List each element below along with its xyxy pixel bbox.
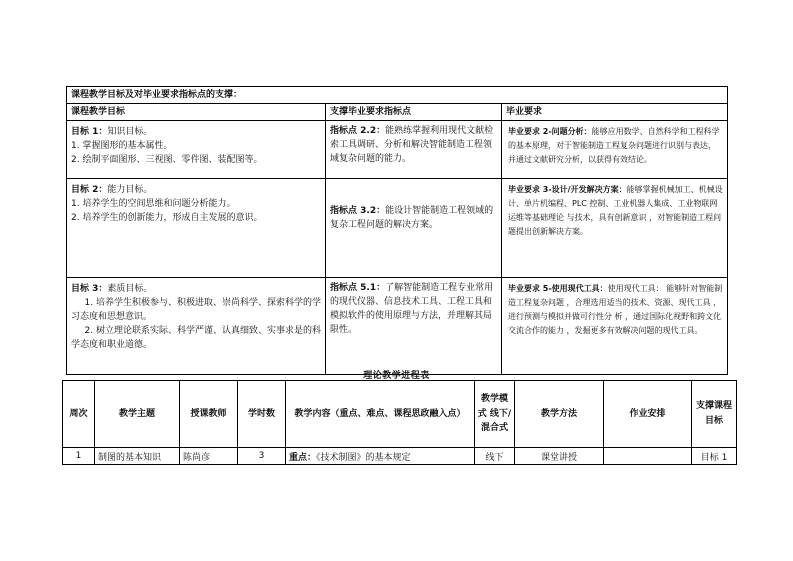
header-requirement: 毕业要求	[502, 104, 728, 121]
header-content: 教学内容（重点、难点、课程思政融入点）	[286, 381, 475, 448]
objective-row	[67, 179, 728, 278]
indicator-label: 指标点 5.1：	[330, 283, 386, 293]
hours-cell: 3	[238, 448, 286, 465]
indicator-text: 能设计智能制造工程领域的复杂工程问题的解决方案。	[330, 206, 494, 230]
target-cell: 目标 1	[692, 448, 737, 465]
objective-row	[67, 278, 728, 375]
goal-line: 1. 掌握图形的基本属性。	[71, 140, 173, 151]
goal-cell	[67, 179, 326, 278]
schedule-title: 理论教学进程表	[363, 371, 430, 381]
goal-line: 2. 绘制平面图形、三视图、零件图、装配图等。	[71, 154, 263, 165]
content-text: 《技术制图》的基本规定	[316, 452, 411, 463]
objectives-caption: 课程教学目标及对毕业要求指标点的支撑：	[67, 87, 728, 104]
goal-title: 目标 3：	[71, 284, 108, 294]
goal-cell	[67, 121, 326, 179]
indicator-label: 指标点 2.2：	[330, 126, 386, 136]
requirement-label: 毕业要求 5-使用现代工具：	[508, 284, 608, 293]
requirement-text: 能够掌握机械加工、机械设计、单片机编程、PLC 控制、工业机器人集成、工业物联网运维等基础理论 与技术，具有创新意识 ，对智能制造工程问题提出创新解决方案。	[508, 185, 723, 236]
goal-line: 1. 培养学生的空间思维和问题分析能力。	[71, 198, 236, 209]
indicator-text: 了解智能制造工程专业常用的现代仪器、信息技术工具、工程工具和模拟软件的使用原理与方法，并理解其局限性。	[330, 283, 494, 335]
teacher-cell: 陈尚彦	[180, 448, 238, 465]
indicator-cell	[326, 278, 502, 375]
requirement-cell	[502, 179, 728, 278]
homework-cell	[604, 448, 692, 465]
topic-cell: 制图的基本知识	[95, 448, 180, 465]
mode-cell: 线下	[475, 448, 515, 465]
header-topic: 教学主题	[95, 381, 180, 448]
goal-cell	[67, 278, 326, 375]
table-row	[63, 448, 737, 465]
header-week: 周次	[63, 381, 95, 448]
requirement-text: 能够应用数学、自然科学和工程科学的基本原理，对于智能制造工程复杂问题进行识别与表达，并通过文献研究分析，以获得有效结论。	[508, 127, 720, 164]
goal-line: 1. 培养学生积极参与、积极进取、崇尚科学、探索科学的学习态度和思想意识。	[71, 297, 321, 322]
goal-line: 2. 培养学生的创新能力，形成自主发展的意识。	[71, 212, 263, 223]
schedule-header-row	[63, 381, 737, 448]
header-method: 教学方法	[515, 381, 604, 448]
header-target: 支撑课程目标	[692, 381, 737, 448]
indicator-cell	[326, 179, 502, 278]
goal-title-rest: 素质目标。	[107, 284, 153, 294]
requirement-cell	[502, 278, 728, 375]
header-indicator: 支撑毕业要求指标点	[326, 104, 502, 121]
indicator-cell	[326, 121, 502, 179]
requirement-label: 毕业要求 2-问题分析：	[508, 127, 592, 136]
header-homework: 作业安排	[604, 381, 692, 448]
content-label: 重点：	[289, 452, 317, 463]
goal-title-rest: 能力目标。	[107, 185, 153, 195]
goal-title: 目标 1：	[71, 127, 108, 137]
goal-title: 目标 2：	[71, 185, 108, 195]
header-mode: 教学模式 线下/混合式	[475, 381, 515, 448]
method-cell: 课堂讲授	[515, 448, 604, 465]
content-cell	[286, 448, 475, 465]
requirement-text: 使用现代工具： 能够针对智能制造工程复杂问题 ，合理选用适当的技术、资源、现代工具 ，进行预测与模拟并做可行性分 析 ，通过国际化视野和跨文化交流合作的能力 ，发掘更多有效解决问题的现代工具。	[508, 284, 723, 335]
requirement-label: 毕业要求 3-设计/开发解决方案：	[508, 185, 627, 194]
requirement-cell	[502, 121, 728, 179]
week-cell: 1	[63, 448, 95, 465]
indicator-text: 能熟练掌握利用现代文献检索工具调研、分析和解决智能制造工程领域复杂问题的能力。	[330, 126, 494, 164]
indicator-label: 指标点 3.2：	[330, 206, 386, 216]
goal-line: 2. 树立理论联系实际、科学严谨、认真细致、实事求是的科学态度和职业道德。	[71, 325, 321, 350]
objectives-table	[66, 86, 728, 375]
header-course-goal: 课程教学目标	[67, 104, 326, 121]
objective-row	[67, 121, 728, 179]
header-hours: 学时数	[238, 381, 286, 448]
goal-title-rest: 知识目标。	[107, 127, 153, 137]
header-teacher: 授课教师	[180, 381, 238, 448]
schedule-table	[62, 380, 737, 465]
